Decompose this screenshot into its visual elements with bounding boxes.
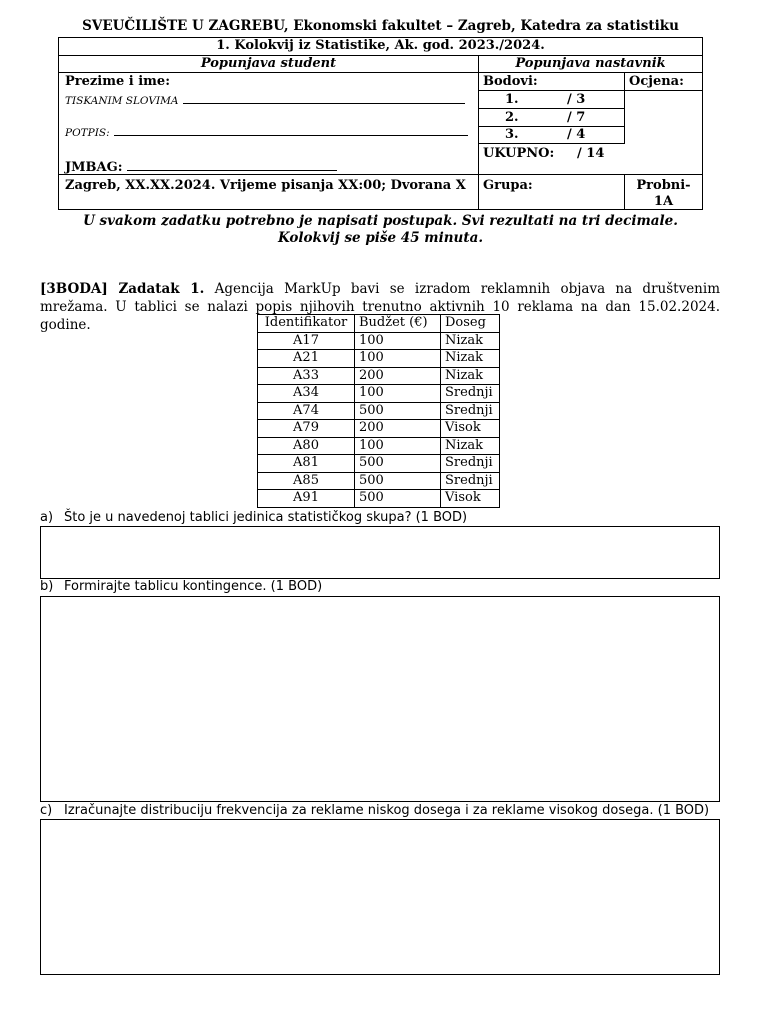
col-header-reach: Doseg — [441, 315, 500, 333]
cell-id: A80 — [258, 437, 355, 455]
question-c — [40, 803, 709, 818]
table-body — [258, 332, 500, 507]
ads-table — [257, 314, 500, 508]
place-time: Zagreb, XX.XX.2024. Vrijeme pisanja XX:00; Dvorana X — [65, 178, 466, 193]
divider — [624, 72, 625, 144]
jmbag-label: JMBAG: — [65, 160, 123, 175]
cell-reach: Srednji — [441, 385, 500, 403]
cell-budget: 500 — [355, 472, 441, 490]
student-section-label: Popunjava student — [200, 56, 337, 71]
group-value-2: 1A — [653, 194, 674, 209]
score-2-max: / 7 — [567, 110, 586, 125]
question-a — [40, 510, 467, 525]
divider — [478, 126, 624, 127]
question-a-text: Što je u navedenoj tablici jedinica statističkog skupa? (1 BOD) — [64, 510, 468, 525]
cell-budget: 100 — [355, 437, 441, 455]
score-3-max: / 4 — [567, 127, 586, 142]
table-row — [258, 490, 500, 508]
cell-id: A21 — [258, 350, 355, 368]
divider — [478, 143, 624, 144]
divider — [478, 90, 702, 91]
cell-reach: Nizak — [441, 437, 500, 455]
score-2-num: 2. — [505, 110, 519, 125]
table-header-row — [258, 315, 500, 333]
question-a-label: a) — [40, 510, 54, 525]
cell-id: A79 — [258, 420, 355, 438]
name-label: Prezime i ime: — [65, 74, 170, 89]
answer-box-c[interactable] — [40, 819, 720, 975]
cell-id: A91 — [258, 490, 355, 508]
cell-budget: 500 — [355, 490, 441, 508]
name-underline — [183, 93, 465, 104]
total-label: UKUPNO: — [483, 146, 555, 161]
cell-budget: 200 — [355, 420, 441, 438]
cell-budget: 100 — [355, 385, 441, 403]
cell-id: A74 — [258, 402, 355, 420]
cell-budget: 500 — [355, 455, 441, 473]
cell-id: A33 — [258, 367, 355, 385]
question-b-text: Formirajte tablicu kontingence. (1 BOD) — [64, 579, 323, 594]
table-row — [258, 367, 500, 385]
table-row — [258, 472, 500, 490]
group-label: Grupa: — [483, 178, 533, 193]
cell-budget: 100 — [355, 332, 441, 350]
group-value-1: Probni- — [636, 178, 691, 193]
instruction-line-1: U svakom zadatku potrebno je napisati postupak. Svi rezultati na tri decimale. — [83, 213, 678, 229]
cell-id: A85 — [258, 472, 355, 490]
jmbag-field[interactable] — [65, 158, 337, 175]
exam-title: 1. Kolokvij iz Statistike, Ak. god. 2023./2024. — [216, 38, 545, 53]
cell-budget: 200 — [355, 367, 441, 385]
cell-reach: Nizak — [441, 367, 500, 385]
cell-reach: Visok — [441, 420, 500, 438]
university-title: SVEUČILIŠTE U ZAGREBU, Ekonomski fakultet – Zagreb, Katedra za statistiku — [82, 18, 679, 34]
table-row — [258, 402, 500, 420]
table-row — [258, 350, 500, 368]
score-3-num: 3. — [505, 127, 519, 142]
cell-budget: 100 — [355, 350, 441, 368]
score-1-max: / 3 — [567, 92, 586, 107]
divider — [59, 72, 702, 73]
question-b — [40, 579, 322, 594]
question-c-text: Izračunajte distribuciju frekvencija za reklame niskog dosega i za reklame visokog dosega. (1 BOD) — [64, 803, 710, 818]
cell-reach: Visok — [441, 490, 500, 508]
score-1-num: 1. — [505, 92, 519, 107]
signature-underline — [114, 125, 468, 136]
print-label: TISKANIM SLOVIMA — [65, 95, 179, 107]
signature-label: POTPIS: — [65, 127, 110, 139]
col-header-budget: Budžet (€) — [355, 315, 441, 333]
question-b-label: b) — [40, 579, 54, 594]
instruction-line-2: Kolokvij se piše 45 minuta. — [277, 230, 484, 246]
cell-id: A81 — [258, 455, 355, 473]
answer-box-a[interactable] — [40, 526, 720, 579]
signature-field[interactable] — [65, 125, 468, 140]
cell-reach: Nizak — [441, 350, 500, 368]
points-label: Bodovi: — [483, 74, 538, 89]
total-max: / 14 — [577, 146, 605, 161]
col-header-id: Identifikator — [258, 315, 355, 333]
task-1-points: [3BODA] Zadatak 1. — [40, 281, 205, 297]
jmbag-underline — [127, 158, 337, 171]
header-table — [58, 37, 703, 210]
divider — [478, 108, 624, 109]
cell-reach: Srednji — [441, 455, 500, 473]
cell-reach: Srednji — [441, 402, 500, 420]
task-1-body: Agencija MarkUp bavi se izradom reklamnih objava na društvenim mrežama. U tablici se nalazi popis njihovih trenutno aktivnih 10 reklama na dan 15.02.2024. godine. — [40, 281, 720, 333]
cell-reach: Srednji — [441, 472, 500, 490]
teacher-section-label: Popunjava nastavnik — [515, 56, 666, 71]
cell-id: A17 — [258, 332, 355, 350]
answer-box-b[interactable] — [40, 596, 720, 802]
divider — [478, 55, 479, 210]
question-c-label: c) — [40, 803, 53, 818]
table-row — [258, 437, 500, 455]
print-name-field[interactable] — [65, 93, 465, 108]
table-row — [258, 455, 500, 473]
cell-reach: Nizak — [441, 332, 500, 350]
cell-id: A34 — [258, 385, 355, 403]
table-row — [258, 332, 500, 350]
table-row — [258, 385, 500, 403]
cell-budget: 500 — [355, 402, 441, 420]
table-row — [258, 420, 500, 438]
grade-label: Ocjena: — [629, 74, 684, 89]
